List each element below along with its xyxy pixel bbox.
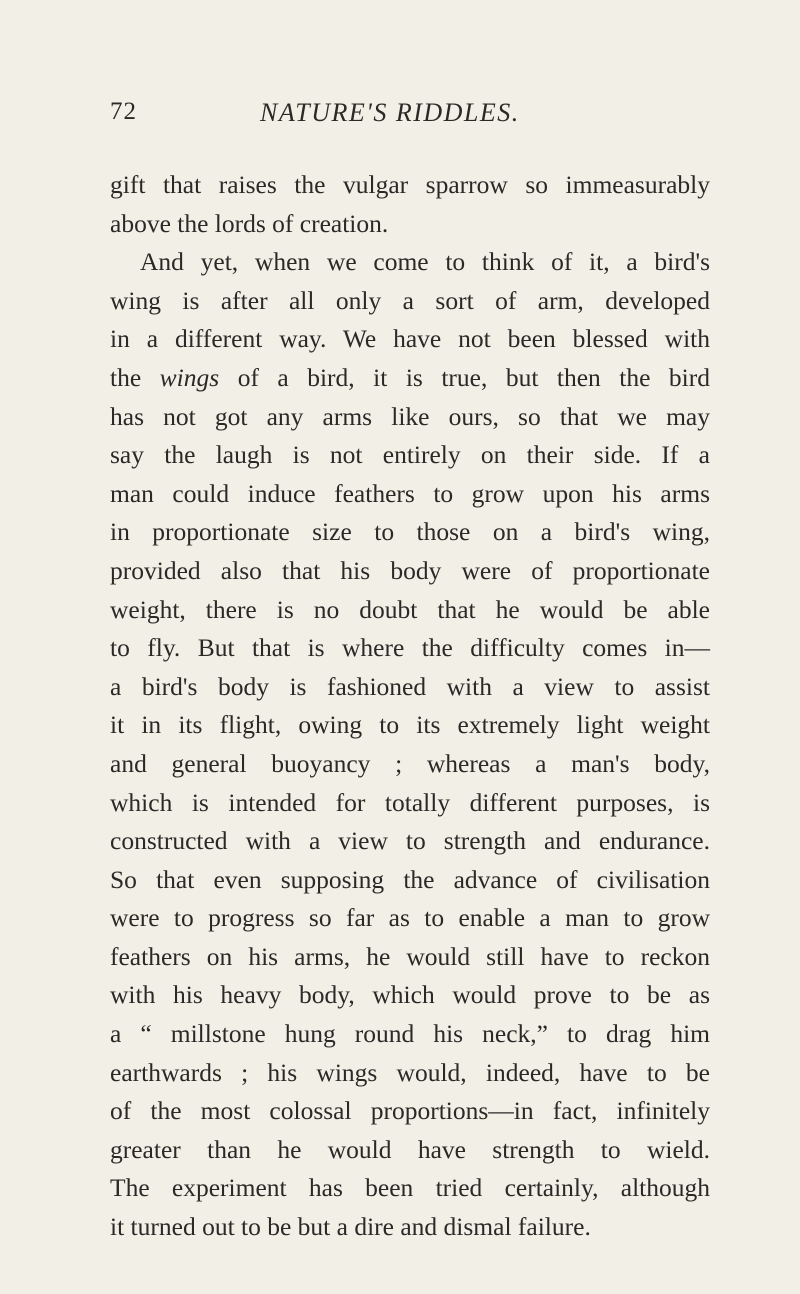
text-line-23: a “ millstone hung round his neck,” to drag him [110,1019,710,1049]
running-title: NATURE'S RIDDLES. [260,98,520,127]
text-line-21: feathers on his arms, he would still have to reckon [110,941,710,971]
text-line-18: constructed with a view to strength and endurance. [110,826,710,856]
text-line-2: above the lords of creation. [110,208,389,238]
text-line-28: it turned out to be but a dire and dismal failure. [110,1212,591,1242]
text-line-22: with his heavy body, which would prove to be as [110,980,710,1010]
text-line-20: were to progress so far as to enable a man to grow [110,903,710,933]
text-segment-the: the [110,362,142,392]
text-line-7: has not got any arms like ours, so that we may [110,401,710,431]
page-number: 72 [110,98,137,125]
text-segment-rest: of a bird, it is true, but then the bird [237,362,711,392]
text-line-19: So that even supposing the advance of civilisation [110,864,710,894]
text-line-17: which is intended for totally different purposes, is [110,787,710,817]
text-line-6 [110,359,710,398]
text-line-11: provided also that his body were of proportionate [110,555,710,585]
text-line-25: of the most colossal proportions—in fact, infinitely [110,1096,710,1126]
running-head [110,98,710,138]
text-line-26: greater than he would have strength to wield. [110,1134,710,1164]
body-text [110,166,710,1247]
text-line-27: The experiment has been tried certainly, although [110,1173,710,1203]
text-line-5: in a different way. We have not been blessed with [110,324,710,354]
text-line-1: gift that raises the vulgar sparrow so immeasurably [110,170,710,199]
text-line-15: it in its flight, owing to its extremely light weight [110,710,710,740]
text-line-10: in proportionate size to those on a bird's wing, [110,517,710,547]
text-line-16: and general buoyancy ; whereas a man's body, [110,748,710,778]
text-line-9: man could induce feathers to grow upon his arms [110,478,710,508]
text-line-12: weight, there is no doubt that he would be able [110,594,710,624]
italic-word-wings: wings [159,362,220,392]
text-line-4: wing is after all only a sort of arm, developed [110,285,710,315]
text-line-14: a bird's body is fashioned with a view to assist [110,671,710,701]
text-line-24: earthwards ; his wings would, indeed, have to be [110,1057,710,1087]
text-line-3: And yet, when we come to think of it, a bird's [140,247,710,277]
text-line-8: say the laugh is not entirely on their side. If a [110,440,710,470]
text-line-13: to fly. But that is where the difficulty comes in— [110,633,710,663]
